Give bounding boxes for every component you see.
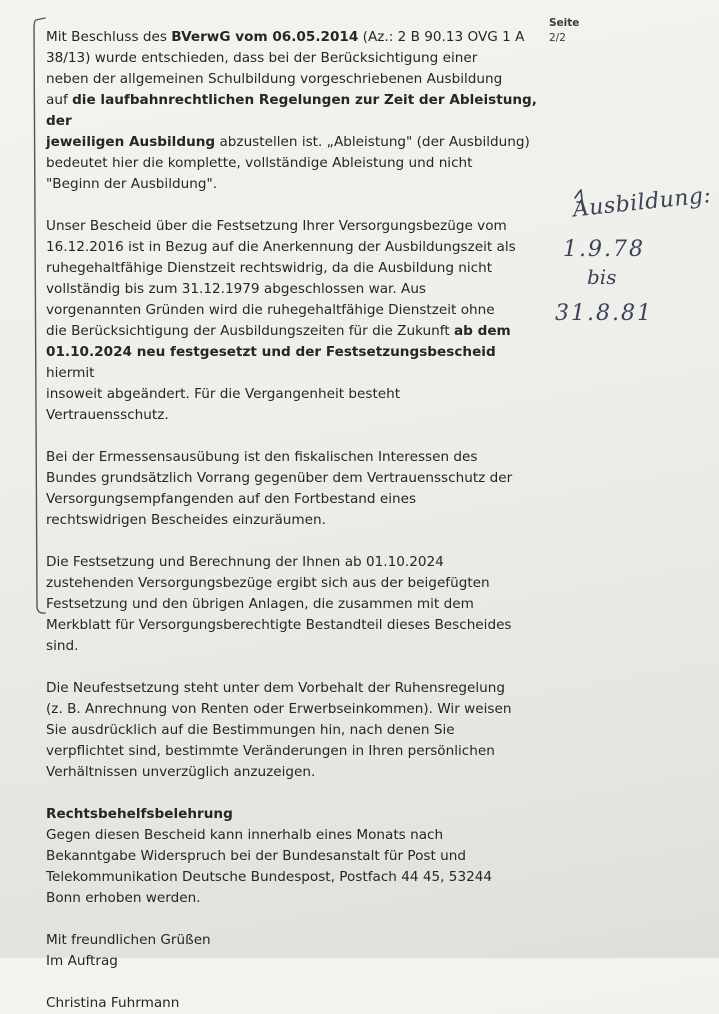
text-line: Versorgungsempfangenden auf den Fortbestand eines [46, 491, 417, 507]
text-bold: jeweiligen Ausbildung [46, 134, 216, 150]
paragraph-notice-unlawful [46, 216, 546, 426]
text-line: sind. [46, 638, 79, 654]
handwritten-from-date: 1.9.78 [563, 237, 645, 262]
closing [46, 930, 546, 1014]
text-line: die Berücksichtigung der Ausbildungszeiten für die Zukunft [46, 323, 454, 339]
text-line: Sie ausdrücklich auf die Bestimmungen hin, nach denen Sie [46, 722, 455, 738]
text-line: bedeutet hier die komplette, vollständige Ableistung und nicht [46, 155, 473, 171]
text-line: vollständig bis zum 31.12.1979 abgeschlossen war. Aus [46, 281, 427, 297]
text-line: insoweit abgeändert. Für die Vergangenheit besteht [46, 386, 401, 402]
paragraph-reservation [46, 678, 546, 783]
text-line: neben der allgemeinen Schulbildung vorgeschriebenen Ausbildung [46, 71, 503, 87]
handwritten-label: Ausbildung: [571, 183, 713, 223]
text-line: ruhegehaltfähige Dienstzeit rechtswidrig, da die Ausbildung nicht [46, 260, 493, 276]
text-line: Verhältnissen unverzüglich anzuzeigen. [46, 764, 316, 780]
letter-body [46, 27, 546, 1014]
handwritten-to-date: 31.8.81 [555, 301, 653, 326]
text-line: Festsetzung und den übrigen Anlagen, die zusammen mit dem [46, 596, 474, 612]
page-number-value: 2/2 [549, 32, 566, 44]
text-line: 16.12.2016 ist in Bezug auf die Anerkennung der Ausbildungszeit als [46, 239, 516, 255]
page-number [549, 16, 579, 46]
text-line: rechtswidrigen Bescheides einzuräumen. [46, 512, 326, 528]
text-line: Telekommunikation Deutsche Bundespost, Postfach 44 45, 53244 [46, 869, 493, 885]
text-line: Gegen diesen Bescheid kann innerhalb eines Monats nach [46, 827, 444, 843]
text-line: Bundes grundsätzlich Vorrang gegenüber dem Vertrauensschutz der [46, 470, 513, 486]
text-line: Die Festsetzung und Berechnung der Ihnen ab 01.10.2024 [46, 554, 444, 570]
text-line: vorgenannten Gründen wird die ruhegehaltfähige Dienstzeit ohne [46, 302, 495, 318]
handwritten-bis: bis [587, 265, 617, 289]
text-line: (Az.: 2 B 90.13 OVG 1 A [358, 29, 525, 45]
text-line: hiermit [46, 365, 95, 381]
text-line: auf [46, 92, 73, 108]
text-line: verpflichtet sind, bestimmte Veränderungen in Ihren persönlichen [46, 743, 495, 759]
text-bold: ab dem [453, 323, 511, 339]
text-line: (z. B. Anrechnung von Renten oder Erwerbseinkommen). Wir weisen [46, 701, 512, 717]
closing-on-behalf: Im Auftrag [46, 953, 118, 969]
closing-greeting: Mit freundlichen Grüßen [46, 932, 211, 948]
signatory-name: Christina Fuhrmann [46, 995, 180, 1011]
text-line: Merkblatt für Versorgungsberechtigte Bestandteil dieses Bescheides [46, 617, 512, 633]
margin-bracket-mark [29, 16, 47, 616]
text-line: Bekanntgabe Widerspruch bei der Bundesanstalt für Post und [46, 848, 466, 864]
text-line: Unser Bescheid über die Festsetzung Ihrer Versorgungsbezüge vom [46, 218, 507, 234]
legal-notice-heading: Rechtsbehelfsbelehrung [46, 806, 233, 822]
text-line: zustehenden Versorgungsbezüge ergibt sich aus der beigefügten [46, 575, 490, 591]
text-line: "Beginn der Ausbildung". [46, 176, 218, 192]
text-line: Die Neufestsetzung steht unter dem Vorbehalt der Ruhensregelung [46, 680, 505, 696]
text-bold: BVerwG vom 06.05.2014 [171, 29, 359, 45]
paragraph-calculation [46, 552, 546, 657]
text-line: abzustellen ist. „Ableistung" (der Ausbildung) [215, 134, 530, 150]
text-bold: die laufbahnrechtlichen Regelungen zur Zeit der Ableistung, der [46, 92, 537, 129]
paragraph-discretion [46, 447, 546, 531]
text-line: Mit Beschluss des [46, 29, 172, 45]
paragraph-court-decision [46, 27, 546, 195]
text-bold: 01.10.2024 neu festgesetzt und der Festsetzungsbescheid [46, 344, 496, 360]
handwritten-note [555, 178, 715, 338]
text-line: Bei der Ermessensausübung ist den fiskalischen Interessen des [46, 449, 478, 465]
legal-notice [46, 804, 546, 909]
text-line: 38/13) wurde entschieden, dass bei der Berücksichtigung einer [46, 50, 478, 66]
text-line: Vertrauensschutz. [46, 407, 169, 423]
text-line: Bonn erhoben werden. [46, 890, 201, 906]
page-number-label: Seite [549, 17, 580, 29]
